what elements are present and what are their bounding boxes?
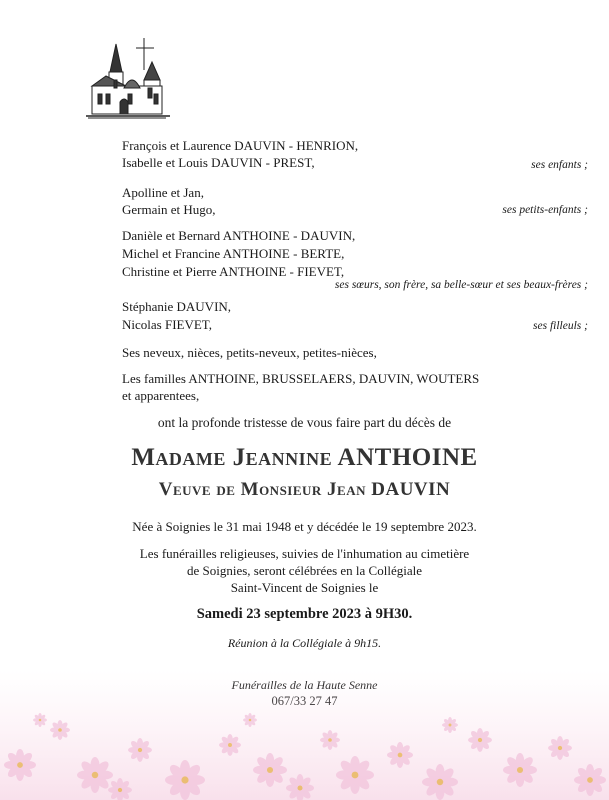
families-line-1: Les familles ANTHOINE, BRUSSELAERS, DAUVIN, WOUTERS xyxy=(122,371,480,386)
grandchild-line-1: Apolline et Jan, xyxy=(122,185,204,200)
godchildren-role: ses filleuls ; xyxy=(533,320,588,332)
siblings-role: ses sœurs, son frère, sa belle-sœur et ses beaux-frères ; xyxy=(334,279,588,291)
child-line-1: François et Laurence DAUVIN - HENRION, xyxy=(122,138,359,153)
announcement: ont la profonde tristesse de vous faire part du décès de xyxy=(157,415,452,430)
flower-shape xyxy=(128,738,152,762)
flower-shape xyxy=(336,756,374,794)
flower-shape xyxy=(574,764,606,796)
flower-shape xyxy=(387,742,413,768)
godchild-line-2: Nicolas FIEVET, xyxy=(122,317,213,332)
flower-shape xyxy=(548,736,572,760)
deceased-name: Madame Jeannine ANTHOINE xyxy=(131,444,478,471)
flower-shape xyxy=(165,760,205,800)
flower-shape xyxy=(4,749,36,781)
godchild-line-1: Stéphanie DAUVIN, xyxy=(122,299,232,314)
grandchild-line-2: Germain et Hugo, xyxy=(122,202,216,217)
child-line-2: Isabelle et Louis DAUVIN - PREST, xyxy=(122,155,315,170)
birth-death-line: Née à Soignies le 31 mai 1948 et y décédée le 19 septembre 2023. xyxy=(132,519,477,534)
flower-shape xyxy=(219,734,241,756)
flower-shape xyxy=(442,717,458,733)
children-role: ses enfants ; xyxy=(531,159,588,171)
sibling-line-3: Christine et Pierre ANTHOINE - FIEVET, xyxy=(122,264,345,279)
families-line-2: et apparentees, xyxy=(122,388,200,403)
sibling-line-2: Michel et Francine ANTHOINE - BERTE, xyxy=(122,246,345,261)
flowers-decoration xyxy=(0,670,609,800)
funeral-line-3: Saint-Vincent de Soignies le xyxy=(230,580,379,595)
flower-shape xyxy=(320,730,340,750)
sibling-line-1: Danièle et Bernard ANTHOINE - DAUVIN, xyxy=(122,228,356,243)
flower-shape xyxy=(468,728,492,752)
grandchildren-role: ses petits-enfants ; xyxy=(502,204,588,216)
flower-shape xyxy=(503,753,537,787)
church-icon xyxy=(86,36,170,120)
deceased-spouse: Veuve de Monsieur Jean DAUVIN xyxy=(158,479,451,500)
funeral-line-1: Les funérailles religieuses, suivies de l'inhumation au cimetière xyxy=(139,546,470,561)
funeral-line-2: de Soignies, seront célébrées en la Collégiale xyxy=(186,563,422,578)
flower-shape xyxy=(77,757,113,793)
flower-shape xyxy=(243,713,257,727)
flower-shape xyxy=(33,713,47,727)
funeral-date: Samedi 23 septembre 2023 à 9H30. xyxy=(196,606,413,622)
meeting-info: Réunion à la Collégiale à 9h15. xyxy=(227,636,382,650)
flower-shape xyxy=(422,764,458,800)
flower-shape xyxy=(50,720,70,740)
flower-shape xyxy=(253,753,287,787)
nephews-line: Ses neveux, nièces, petits-neveux, petites-nièces, xyxy=(122,345,377,360)
